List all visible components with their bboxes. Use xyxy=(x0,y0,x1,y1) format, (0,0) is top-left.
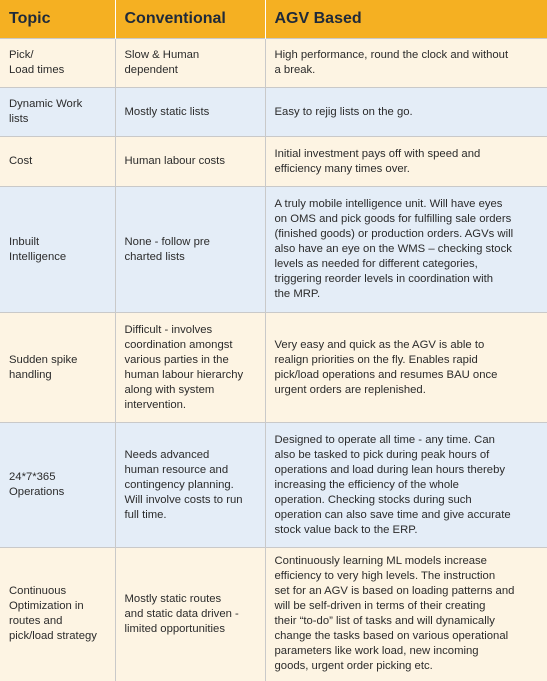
cell-topic: Dynamic Work lists xyxy=(0,88,115,137)
cell-agv-based: Very easy and quick as the AGV is able to realign priorities on the fly. Enables rapid pick/load operations and resumes BAU once urgent orders are replenished. xyxy=(265,313,547,423)
cell-agv-based: Easy to rejig lists on the go. xyxy=(265,88,547,137)
cell-conventional: Mostly static lists xyxy=(115,88,265,137)
cell-topic: Sudden spike handling xyxy=(0,313,115,423)
header-row xyxy=(0,0,547,39)
cell-conventional: Difficult - involves coordination amongst various parties in the human labour hierarchy along with system intervention. xyxy=(115,313,265,423)
cell-conventional: Slow & Human dependent xyxy=(115,39,265,88)
table-row xyxy=(0,88,547,137)
cell-conventional: None - follow pre charted lists xyxy=(115,187,265,313)
cell-agv-based: High performance, round the clock and without a break. xyxy=(265,39,547,88)
cell-topic: Cost xyxy=(0,137,115,187)
cell-conventional: Mostly static routes and static data driven - limited opportunities xyxy=(115,548,265,681)
cell-agv-based: Designed to operate all time - any time. Can also be tasked to pick during peak hours of operations and load during lean hours thereby increasing the efficiency of the whole operation. Checking stocks during such operation can also save time and give accurate stock value back to the ERP. xyxy=(265,423,547,548)
header-topic: Topic xyxy=(0,0,115,39)
cell-agv-based: Continuously learning ML models increase efficiency to very high levels. The instruction set for an AGV is based on loading patterns and will be self-driven in terms of their creating their “to-do” list of tasks and will dynamically change the tasks based on various operational parameters like work load, new incoming goods, urgent order picking etc. xyxy=(265,548,547,681)
table-row xyxy=(0,313,547,423)
cell-conventional: Human labour costs xyxy=(115,137,265,187)
cell-topic: Pick/ Load times xyxy=(0,39,115,88)
table-row xyxy=(0,187,547,313)
table-row xyxy=(0,548,547,681)
header-conventional: Conventional xyxy=(115,0,265,39)
cell-agv-based: A truly mobile intelligence unit. Will have eyes on OMS and pick goods for fulfilling sale orders (finished goods) or production orders. AGVs will also have an eye on the WMS – checking stock levels as needed for different categories, triggering reorder levels in coordination with the MRP. xyxy=(265,187,547,313)
table-row xyxy=(0,423,547,548)
cell-topic: Continuous Optimization in routes and pick/load strategy xyxy=(0,548,115,681)
cell-topic: Inbuilt Intelligence xyxy=(0,187,115,313)
cell-conventional: Needs advanced human resource and contingency planning. Will involve costs to run full time. xyxy=(115,423,265,548)
cell-agv-based: Initial investment pays off with speed and efficiency many times over. xyxy=(265,137,547,187)
header-agv-based: AGV Based xyxy=(265,0,547,39)
cell-topic: 24*7*365 Operations xyxy=(0,423,115,548)
table-row xyxy=(0,39,547,88)
table-row xyxy=(0,137,547,187)
